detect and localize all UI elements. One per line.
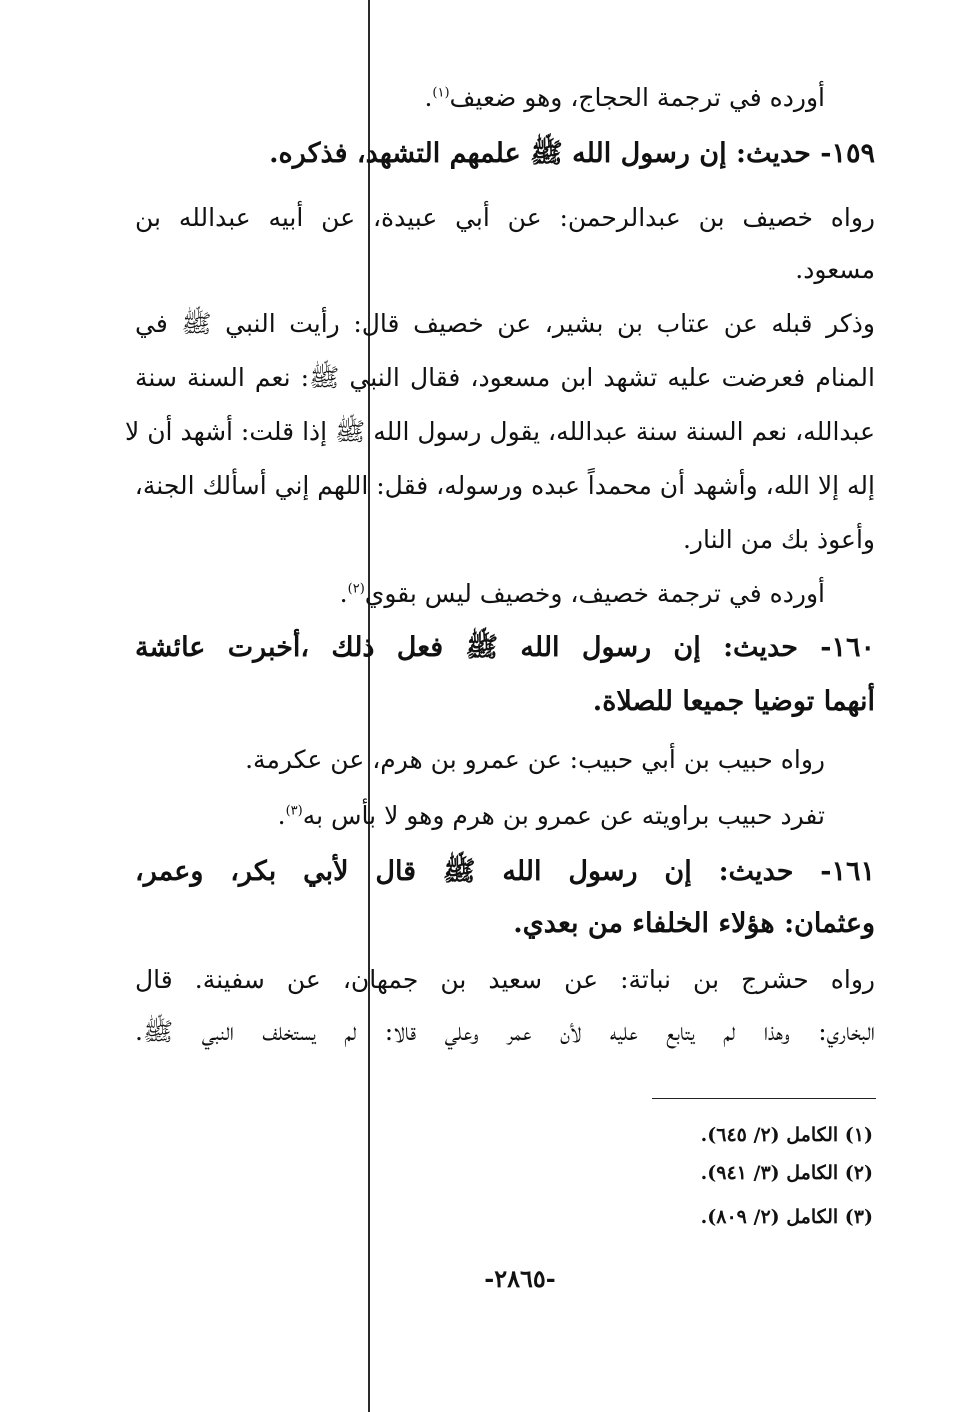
text-line: رواه خصيف بن عبدالرحمن: عن أبي عبيدة، عن أبيه عبدالله بن (135, 203, 875, 232)
footnote-marker: (٢) (347, 581, 365, 597)
text-segment: . (339, 579, 348, 608)
text-line (135, 80, 825, 116)
page-number: -٢٨٦٥- (484, 1264, 556, 1293)
text-line: البخاري: وهذا لم يتابع عليه لأن عمر وعلي قالا: لم يستخلف النبي ﷺ. (135, 1017, 875, 1046)
text-line (135, 576, 825, 612)
hadith-heading-160-cont: أنهما توضيا جميعا للصلاة. (592, 686, 875, 717)
hadith-heading-159: ١٥٩- حديث: إن رسول الله ﷺ علمهم التشهد، فذكره. (269, 138, 875, 169)
text-line: رواه حشرج بن نباتة: عن سعيد بن جمهان، عن سفينة. قال (135, 965, 875, 994)
text-line: المنام فعرضت عليه تشهد ابن مسعود، فقال النبي ﷺ: نعم السنة سنة (135, 363, 875, 392)
footnote-2: (٢) الكامل (٣/ ٩٤١). (700, 1162, 873, 1184)
text-segment: تفرد حبيب براويته عن عمرو بن هرم وهو لا بأس به (302, 801, 825, 830)
text-line: عبدالله، نعم السنة سنة عبدالله، يقول رسول الله ﷺ إذا قلت: أشهد أن لا (124, 417, 875, 446)
text-line: وأعوذ بك من النار. (682, 525, 875, 554)
text-segment: أورده في ترجمة خصيف، وخصيف ليس بقوي (364, 579, 825, 608)
text-line: رواه حبيب بن أبي حبيب: عن عمرو بن هرم، عن عكرمة. (245, 745, 825, 774)
footnote-marker: (٣) (285, 803, 303, 819)
text-line (135, 798, 825, 834)
text-line: وذكر قبله عن عتاب بن بشير، عن خصيف قال: رأيت النبي ﷺ في (135, 309, 875, 338)
hadith-heading-161-cont: وعثمان: هؤلاء الخلفاء من بعدي. (513, 908, 875, 939)
footnote-1: (١) الكامل (٢/ ٦٤٥). (700, 1124, 873, 1146)
footnote-marker: (١) (432, 85, 450, 101)
text-segment: . (424, 83, 433, 112)
hadith-heading-161: ١٦١- حديث: إن رسول الله ﷺ قال لأبي بكر، وعمر، (135, 856, 875, 887)
footnote-3: (٣) الكامل (٢/ ٨٠٩). (700, 1206, 873, 1228)
text-segment: أورده في ترجمة الحجاج، وهو ضعيف (449, 83, 825, 112)
hadith-heading-160: ١٦٠- حديث: إن رسول الله ﷺ فعل ذلك ،أخبرت عائشة (135, 632, 875, 663)
footnote-separator (652, 1098, 876, 1099)
text-line: إله إلا الله، وأشهد أن محمداً عبده ورسوله، فقل: اللهم إني أسألك الجنة، (134, 471, 875, 500)
text-segment: . (277, 801, 286, 830)
text-line: مسعود. (795, 255, 875, 284)
